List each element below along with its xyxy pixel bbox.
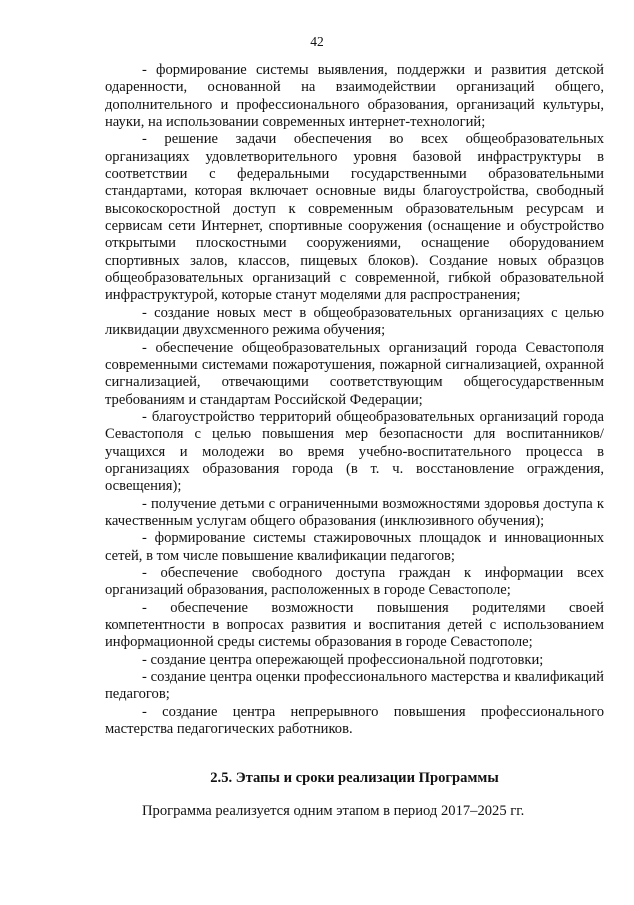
list-item: - решение задачи обеспечения во всех общеобразовательных организациях удовлетворительного уровня базовой инфраструктуры в соответствии с федеральными государственными образовательными стандартами, которая включает основные виды благоустройства, свободный высокоскоростной доступ к современным образовательным ресурсам и сервисам сети Интернет, спортивные сооружения (оснащение и обустройство открытыми плоскостными сооружениями, оснащение оборудованием спортивных залов, классов, пищевых блоков). Создание новых образцов общеобразовательных организаций с современной, гибкой образовательной инфраструктурой, которые станут моделями для распространения; — [105, 131, 604, 304]
page-number: 42 — [310, 34, 324, 49]
section-heading: 2.5. Этапы и сроки реализации Программы — [210, 770, 499, 786]
list-item: - обеспечение общеобразовательных организаций города Севастополя современными системами пожаротушения, пожарной сигнализацией, охранной сигнализацией, отвечающими соответствующим общегосударственным требованиям и стандартам Российской Федерации; — [105, 339, 604, 408]
list-item: - создание центра непрерывного повышения профессионального мастерства педагогических работников. — [105, 703, 604, 738]
list-item: - обеспечение свободного доступа граждан к информации всех организаций образования, расположенных в городе Севастополе; — [105, 564, 604, 599]
list-item: - получение детьми с ограниченными возможностями здоровья доступа к качественным услугам общего образования (инклюзивного обучения); — [105, 495, 604, 529]
list-item: - формирование системы выявления, поддержки и развития детской одаренности, основанной на взаимодействии организаций общего, дополнительного и профессионального образования, организаций культуры, науки, на использовании современных интернет-технологий; — [105, 62, 604, 131]
list-item: - обеспечение возможности повышения родителями своей компетентности в вопросах развития и воспитания детей с использованием информационной среды системы образования в городе Севастополе; — [105, 599, 604, 651]
list-item: - создание центра опережающей профессиональной подготовки; — [142, 651, 544, 668]
measures-list — [105, 62, 604, 738]
closing-sentence: Программа реализуется одним этапом в период 2017–2025 гг. — [142, 803, 525, 819]
list-item: - формирование системы стажировочных площадок и инновационных сетей, в том числе повышение квалификации педагогов; — [105, 530, 604, 564]
list-item: - благоустройство территорий общеобразовательных организаций города Севастополя с целью повышения мер безопасности для воспитанников/учащихся и молодежи во время учебно-воспитательного процесса в организациях образования города (в т. ч. восстановление ограждения, освещения); — [105, 408, 604, 495]
list-item: - создание центра оценки профессионального мастерства и квалификаций педагогов; — [105, 669, 604, 703]
list-item: - создание новых мест в общеобразовательных организациях с целью ликвидации двухсменного режима обучения; — [105, 304, 604, 339]
